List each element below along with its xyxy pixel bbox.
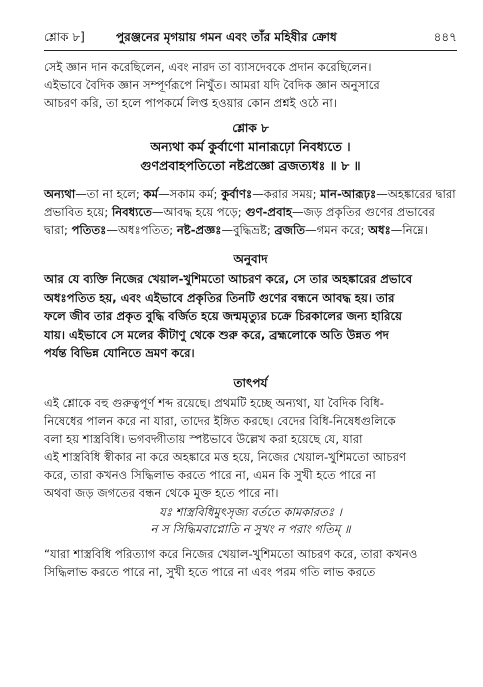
synonym-term: অধঃ: [368, 223, 391, 237]
synonym-meaning: —তা না হলে;: [75, 187, 144, 201]
synonym-term: নষ্ট-প্রজ্ঞঃ: [176, 223, 222, 237]
synonym-term: মান-আরূঢ়ঃ: [320, 187, 377, 201]
synonym-term: অন্যথা: [44, 187, 76, 201]
synonym-meaning: —অধঃপতিত;: [106, 223, 177, 237]
header-page-number: ৪৪৭: [433, 30, 457, 44]
verse-line: অন্যথা কর্ম কুর্বাণো মানারূঢ়ো নিবধ্যতে ।: [150, 139, 351, 154]
synonym-meaning: —গমন করে;: [305, 223, 369, 237]
synonym-meaning: —আবদ্ধ হয়ে পড়ে;: [151, 205, 246, 219]
purport-line: নিষেধের পালন করে না যারা, তাদের ইঙ্গিত করছে। বেদের বিধি-নিষেধগুলিকে: [44, 413, 396, 428]
synonym-term: কর্ম: [143, 187, 159, 201]
header-verse-ref: শ্লোক ৮]: [44, 30, 85, 44]
translation-heading: অনুবাদ: [233, 252, 268, 266]
intro-line: এইভাবে বৈদিক জ্ঞান সম্পূর্ণরূপে নিখুঁত। আমরা যদি বৈদিক জ্ঞান অনুসারে: [44, 78, 380, 92]
closing-line: সিদ্ধিলাভ করতে পারে না, সুখী হতে পারে না এবং পরম গতি লাভ করতে: [44, 564, 376, 579]
quoted-verse-line: যঃ শাস্ত্রবিধিমুৎসৃজ্য বর্ততে কামকারতঃ ।: [159, 504, 342, 519]
synonym-meaning: —অহঙ্কারের দ্বারা প্রভাবিত হয়ে;: [44, 187, 456, 219]
closing-paragraph: [44, 545, 457, 581]
synonym-term: পতিতঃ: [71, 223, 107, 237]
translation-paragraph: [44, 270, 457, 363]
intro-line: সেই জ্ঞান দান করেছিলেন, এবং নারদ তা ব্যাসদেবকে প্রদান করেছিলেন।: [44, 60, 372, 74]
quoted-verse: [44, 504, 457, 539]
closing-line: “যারা শাস্ত্রবিধি পরিত্যাগ করে নিজের খেয়াল-খুশিমতো আচরণ করে, তারা কখনও: [44, 546, 418, 561]
synonym-meaning: —জড় প্রকৃতির গুণের প্রভাবের দ্বারা;: [44, 205, 435, 237]
synonym-meaning: —নিম্নে।: [390, 223, 428, 237]
purport-line: এই শ্লোকে বহু গুরুত্বপূর্ণ শব্দ রয়েছে। প্রথমটি হচ্ছে অন্যথা, যা বৈদিক বিধি-: [44, 395, 384, 410]
purport-paragraph: [44, 394, 457, 502]
sanskrit-verse: [44, 137, 457, 175]
translation-line: অধঃপতিত হয়, এবং এইভাবে প্রকৃতির তিনটি গুণের বন্ধনে আবদ্ধ হয়। তার: [44, 290, 395, 305]
translation-line: যায়। এইভাবে সে মলের কীটাণু থেকে শুরু করে, ব্রহ্মলোকে অতি উন্নত পদ: [44, 327, 389, 342]
purport-heading: তাৎপর্য: [233, 375, 268, 390]
intro-line: আচরণ করি, তা হলে পাপকর্মে লিপ্ত হওয়ার কোন প্রশ্নই ওঠে না।: [44, 96, 337, 110]
purport-line: অথবা জড় জগতের বন্ধন থেকে মুক্ত হতে পারে না।: [44, 485, 279, 500]
synonym-meaning: —বুদ্ধিভ্রষ্ট;: [221, 223, 275, 237]
quoted-verse-line: ন স সিদ্ধিমবাপ্নোতি ন সুখং ন পরাং গতিম্ ॥: [150, 522, 351, 536]
purport-line: করে, তারা কখনও সিদ্ধিলাভ করতে পারে না, এমন কি সুখী হতে পারে না: [44, 467, 376, 482]
verse-heading: শ্লোক ৮: [232, 121, 269, 135]
header-chapter-title: পুরঞ্জনের মৃগয়ায় গমন এবং তাঁর মহিষীর ক্রোধ: [116, 30, 337, 44]
verse-line: গুণপ্রবাহপতিতো নষ্টপ্রজ্ঞো ব্রজত্যধঃ ॥ ৮ ॥: [140, 158, 361, 173]
translation-line: ফলে জীব তার প্রকৃত বুদ্ধি বর্জিত হয়ে জন্মমৃত্যুর চক্রে চিরকালের জন্য হারিয়ে: [44, 309, 402, 323]
purport-line: বলা হয় শাস্ত্রবিধি। ভগবদ্গীতায় স্পষ্টভাবে উল্লেখ করা হয়েছে যে, যারা: [44, 431, 363, 446]
synonym-meaning: —করার সময়;: [252, 187, 321, 201]
translation-line: পর্যন্ত বিভিন্ন যোনিতে ভ্রমণ করে।: [44, 346, 195, 360]
synonym-term: গুণ-প্রবাহ: [245, 205, 292, 219]
purport-line: এই শাস্ত্রবিধি স্বীকার না করে অহঙ্কারে মত্ত হয়ে, নিজের খেয়াল-খুশিমতো আচরণ: [44, 449, 407, 464]
running-header: [44, 28, 457, 51]
synonym-term: নিবধ্যতে: [111, 205, 152, 219]
synonym-term: ব্রজতি: [274, 223, 306, 237]
synonyms-paragraph: [44, 185, 457, 239]
page-content: [44, 58, 457, 581]
synonym-meaning: —সকাম কর্ম;: [158, 187, 222, 201]
synonym-term: কুর্বাণঃ: [221, 187, 253, 201]
translation-line: আর যে ব্যক্তি নিজের খেয়াল-খুশিমতো আচরণ করে, সে তার অহঙ্কারের প্রভাবে: [44, 272, 413, 286]
intro-paragraph: [44, 58, 457, 112]
